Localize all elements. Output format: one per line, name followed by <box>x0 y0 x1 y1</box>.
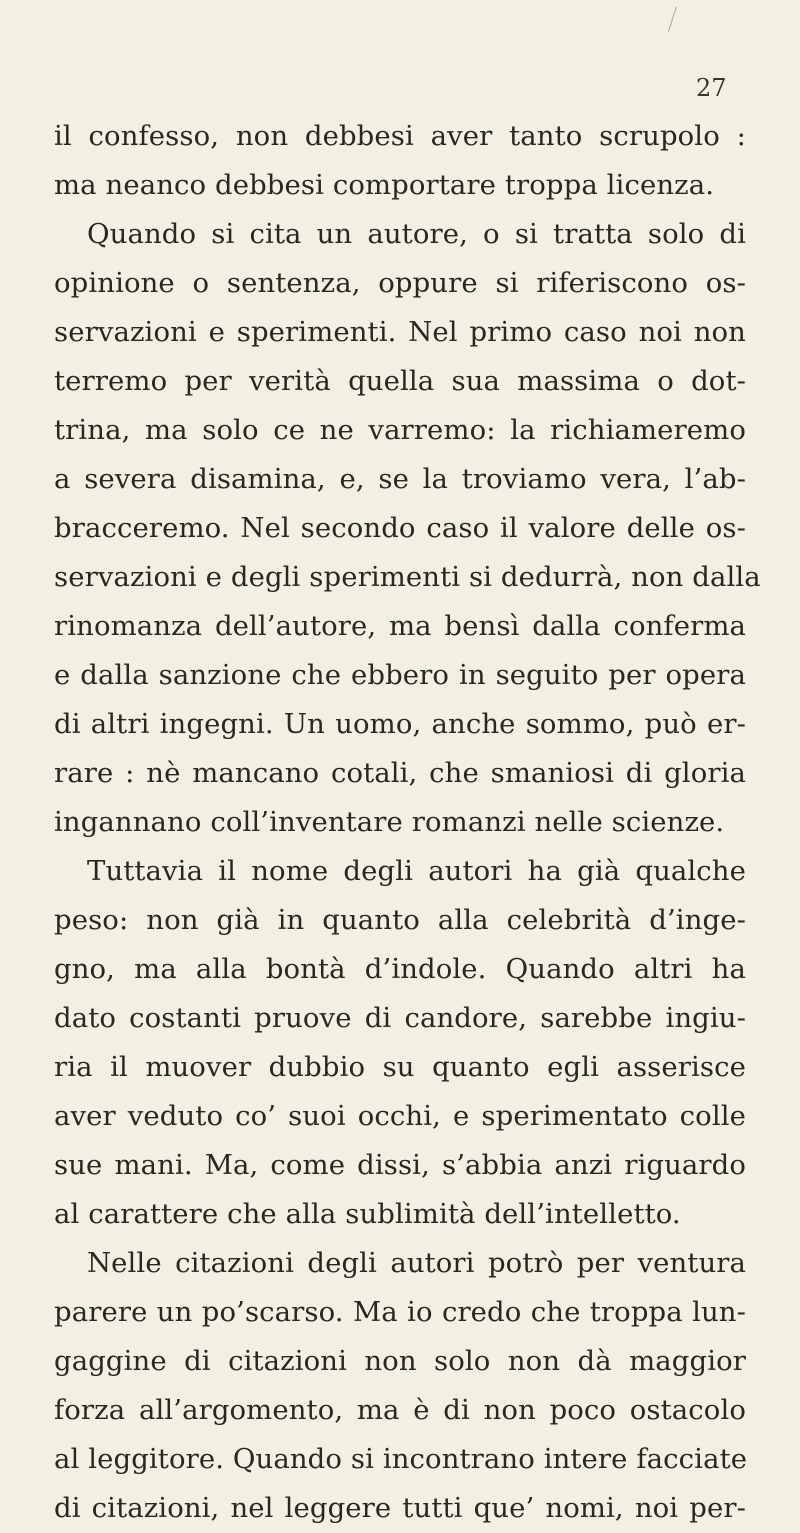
text-line: Quando si cita un autore, o si tratta solo di <box>87 218 746 250</box>
stray-pen-mark <box>668 6 677 31</box>
text-line: ria il muover dubbio su quanto egli asserisce <box>54 1051 746 1083</box>
text-line: rare : nè mancano cotali, che smaniosi di gloria <box>54 757 746 789</box>
text-line: Nelle citazioni degli autori potrò per ventura <box>87 1247 746 1279</box>
text-line: parere un po’scarso. Ma io credo che troppa lun- <box>54 1296 746 1328</box>
text-line: forza all’argomento, ma è di non poco ostacolo <box>54 1394 746 1426</box>
text-line: gno, ma alla bontà d’indole. Quando altri ha <box>54 953 746 985</box>
text-line: rinomanza dell’autore, ma bensì dalla conferma <box>54 610 746 642</box>
text-line: terremo per verità quella sua massima o dot- <box>54 365 746 397</box>
text-line: sue mani. Ma, come dissi, s’abbia anzi riguardo <box>54 1149 746 1181</box>
text-line: dato costanti pruove di candore, sarebbe ingiu- <box>54 1002 746 1034</box>
text-line: gaggine di citazioni non solo non dà maggior <box>54 1345 746 1377</box>
text-line: bracceremo. Nel secondo caso il valore delle os- <box>54 512 746 544</box>
text-line: peso: non già in quanto alla celebrità d’inge- <box>54 904 746 936</box>
page-number: 27 <box>696 74 727 102</box>
text-line: al carattere che alla sublimità dell’intelletto. <box>54 1198 681 1230</box>
text-line: servazioni e sperimenti. Nel primo caso noi non <box>54 316 746 348</box>
text-line: Tuttavia il nome degli autori ha già qualche <box>87 855 746 887</box>
text-line: e dalla sanzione che ebbero in seguito per opera <box>54 659 746 691</box>
text-line: al leggitore. Quando si incontrano intere facciate <box>54 1443 748 1475</box>
text-line: a severa disamina, e, se la troviamo vera, l’ab- <box>54 463 746 495</box>
text-line: di citazioni, nel leggere tutti que’ nomi, noi per- <box>54 1492 746 1524</box>
text-line: ingannano coll’inventare romanzi nelle scienze. <box>54 806 725 838</box>
text-line: di altri ingegni. Un uomo, anche sommo, può er- <box>54 708 746 740</box>
text-line: il confesso, non debbesi aver tanto scrupolo : <box>54 120 746 152</box>
body-text <box>54 112 761 1533</box>
text-line: opinione o sentenza, oppure si riferiscono os- <box>54 267 746 299</box>
text-line: ma neanco debbesi comportare troppa licenza. <box>54 169 715 201</box>
text-line: trina, ma solo ce ne varremo: la richiameremo <box>54 414 746 446</box>
text-line: servazioni e degli sperimenti si dedurrà, non dalla <box>54 561 761 593</box>
text-line: aver veduto co’ suoi occhi, e sperimentato colle <box>54 1100 746 1132</box>
